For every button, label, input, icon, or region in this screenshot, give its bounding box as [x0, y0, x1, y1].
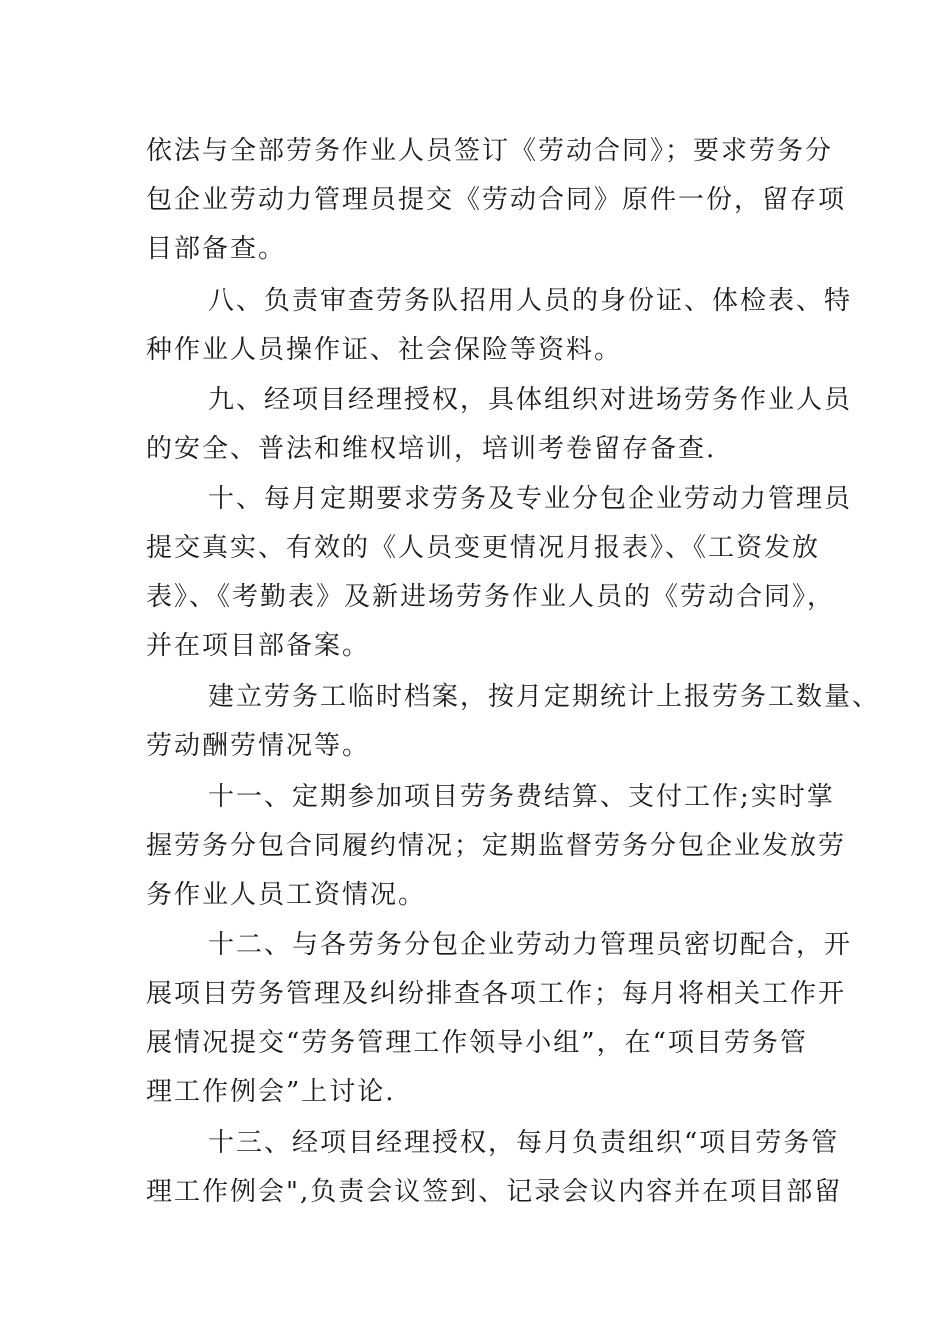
text-line: 的安全、普法和维权培训，培训考卷留存备查.	[146, 434, 717, 464]
text-line: 理工作例会",负责会议签到、记录会议内容并在项目部留	[146, 1177, 843, 1207]
text-line: 劳动酬劳情况等。	[146, 731, 371, 761]
text-line: 务作业人员工资情况。	[146, 880, 427, 910]
text-line: 理工作例会”上讨论.	[146, 1077, 396, 1107]
text-line: 依法与全部劳务作业人员签订《劳动合同》；要求劳务分	[146, 136, 834, 166]
text-line: 种作业人员操作证、社会保险等资料。	[146, 335, 623, 365]
text-line: 握劳务分包合同履约情况；定期监督劳务分包企业发放劳	[146, 831, 847, 861]
paragraph-eight-start: 八、负责审查劳务队招用人员的身份证、体检表、特	[208, 286, 853, 316]
text-line: 并在项目部备案。	[146, 631, 371, 661]
paragraph-thirteen-start: 十三、经项目经理授权，每月负责组织“项目劳务管	[208, 1128, 840, 1158]
text-line: 展情况提交“劳务管理工作领导小组”，在“项目劳务管	[146, 1028, 808, 1058]
paragraph-archive-start: 建立劳务工临时档案，按月定期统计上报劳务工数量、	[208, 682, 881, 712]
text-line: 包企业劳动力管理员提交《劳动合同》原件一份，留存项	[146, 185, 847, 215]
paragraph-nine-start: 九、经项目经理授权，具体组织对进场劳务作业人员	[208, 385, 853, 415]
text-line: 目部备查。	[146, 234, 287, 264]
paragraph-eleven-start: 十一、定期参加项目劳务费结算、支付工作;实时掌	[208, 782, 835, 812]
text-line: 表》、《考勤表》及新进场劳务作业人员的《劳动合同》，	[146, 582, 836, 612]
paragraph-ten-start: 十、每月定期要求劳务及专业分包企业劳动力管理员	[208, 484, 853, 514]
text-line: 提交真实、有效的《人员变更情况月报表》、《工资发放	[146, 533, 821, 563]
paragraph-twelve-start: 十二、与各劳务分包企业劳动力管理员密切配合，开	[208, 930, 853, 960]
text-line: 展项目劳务管理及纠纷排查各项工作；每月将相关工作开	[146, 979, 847, 1009]
